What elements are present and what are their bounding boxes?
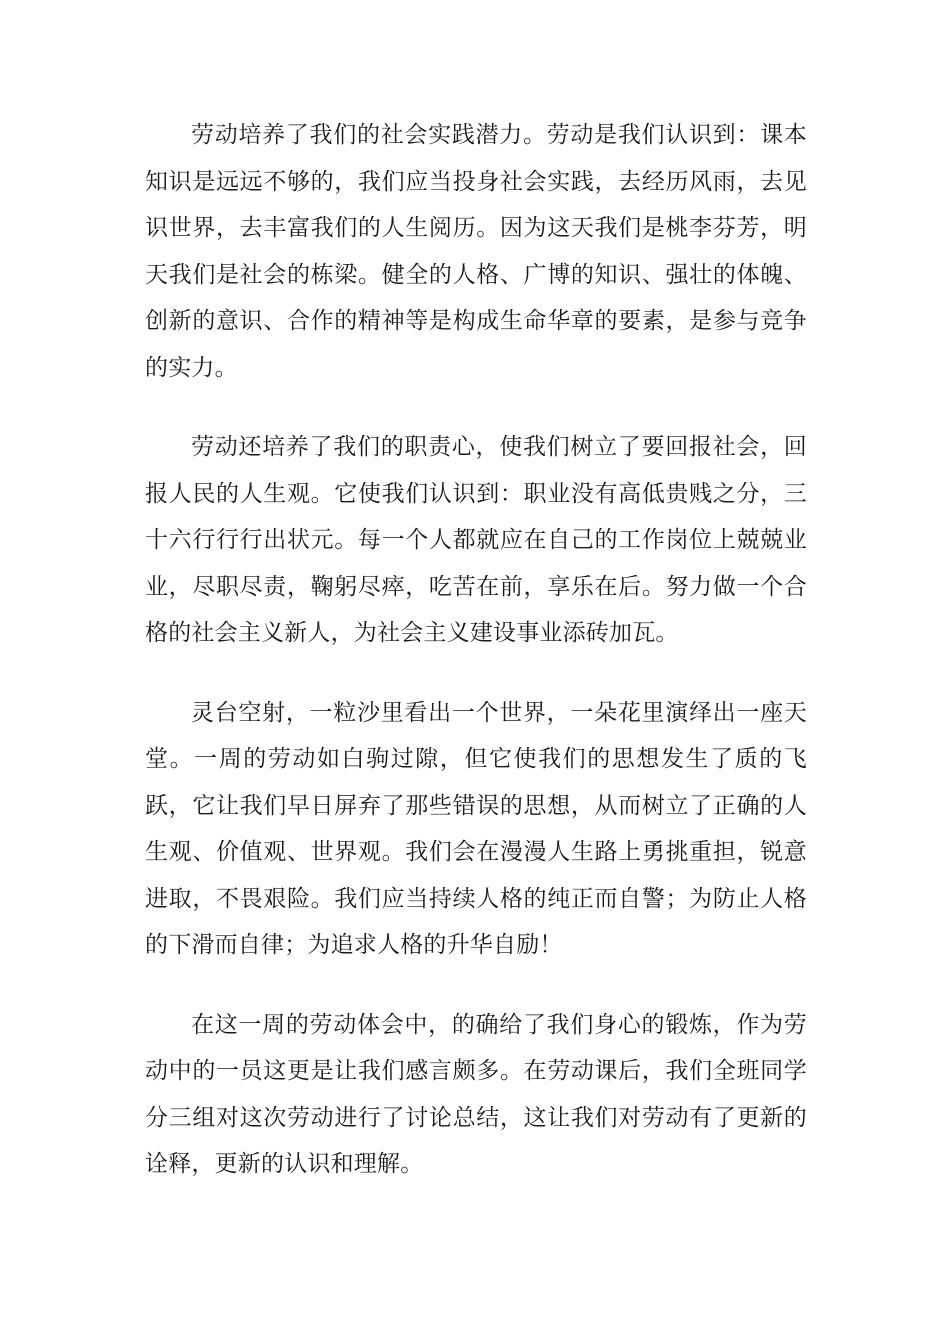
paragraph-2: 劳动还培养了我们的职责心，使我们树立了要回报社会，回报人民的人生观。它使我们认识到：职业没有高低贵贱之分，三十六行行行出状元。每一个人都就应在自己的工作岗位上兢兢业业，尽职尽责，鞠躬尽瘁，吃苦在前，享乐在后。努力做一个合格的社会主义新人，为社会主义建设事业添砖加瓦。	[145, 434, 807, 646]
paragraph-4: 在这一周的劳动体会中，的确给了我们身心的锻炼，作为劳动中的一员这更是让我们感言颇多。在劳动课后，我们全班同学分三组对这次劳动进行了讨论总结，这让我们对劳动有了更新的诠释，更新的认识和理解。	[145, 1011, 807, 1177]
paragraph-3: 灵台空射，一粒沙里看出一个世界，一朵花里演绎出一座天堂。一周的劳动如白驹过隙，但它使我们的思想发生了质的飞跃，它让我们早日屏弃了那些错误的思想，从而树立了正确的人生观、价值观、世界观。我们会在漫漫人生路上勇挑重担，锐意进取，不畏艰险。我们应当持续人格的纯正而自警；为防止人格的下滑而自律；为追求人格的升华自励！	[145, 699, 807, 958]
paragraph-1: 劳动培养了我们的社会实践潜力。劳动是我们认识到：课本知识是远远不够的，我们应当投身社会实践，去经历风雨，去见识世界，去丰富我们的人生阅历。因为这天我们是桃李芬芳，明天我们是社会的栋梁。健全的人格、广博的知识、强壮的体魄、创新的意识、合作的精神等是构成生命华章的要素，是参与竞争的实力。	[145, 122, 807, 381]
document-body	[145, 112, 807, 1221]
